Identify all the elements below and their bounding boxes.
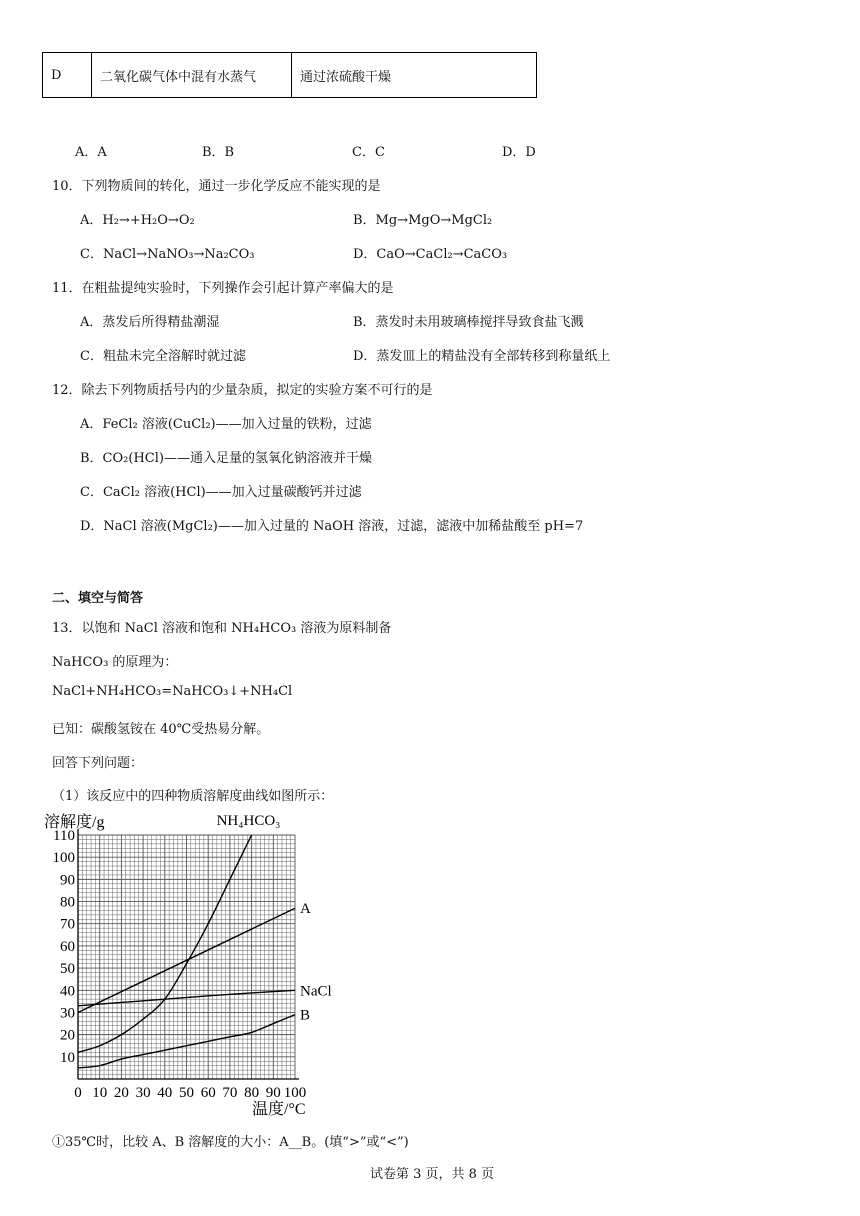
table-cell: D bbox=[43, 53, 92, 98]
y-tick-label: 80 bbox=[60, 894, 75, 911]
x-tick-label: 20 bbox=[113, 1085, 129, 1101]
q13-line: 13．以饱和 NaCl 溶液和饱和 NH₄HCO₃ 溶液为原料制备 bbox=[52, 621, 392, 636]
y-tick-label: 50 bbox=[60, 961, 75, 978]
y-tick-label: 30 bbox=[60, 1005, 75, 1022]
series-label: B bbox=[300, 1007, 311, 1024]
q12-option-d: D．NaCl 溶液(MgCl₂)——加入过量的 NaOH 溶液，过滤，滤液中加稀盐酸至 pH=7 bbox=[80, 519, 584, 534]
q10-option-b: B．Mg→MgO→MgCl₂ bbox=[353, 213, 493, 228]
x-tick-label: 30 bbox=[135, 1085, 151, 1101]
y-tick-label: 60 bbox=[60, 938, 75, 955]
y-axis-label: 溶解度/g bbox=[44, 814, 105, 831]
series-label: NH₄HCO₃ bbox=[216, 813, 281, 829]
y-tick-label: 40 bbox=[60, 983, 75, 1000]
q9-option-c: C．C bbox=[352, 145, 385, 160]
q11-stem: 11．在粗盐提纯实验时，下列操作会引起计算产率偏大的是 bbox=[52, 281, 394, 296]
x-tick-label: 50 bbox=[179, 1085, 194, 1101]
q13-line: 回答下列问题： bbox=[52, 756, 144, 771]
section-title: 二、填空与简答 bbox=[52, 591, 144, 606]
y-tick-label: 110 bbox=[53, 828, 75, 844]
series-label: A bbox=[300, 901, 311, 918]
table-row bbox=[43, 53, 537, 98]
y-tick-label: 10 bbox=[60, 1049, 75, 1066]
y-tick-label: 90 bbox=[60, 872, 75, 889]
q13-subquestion: ①35℃时，比较 A、B 溶解度的大小：A__B。(填“>”或“<”) bbox=[52, 1135, 409, 1150]
q10-option-a: A．H₂→+H₂O→O₂ bbox=[80, 213, 195, 228]
page-footer: 试卷第 3 页，共 8 页 bbox=[370, 1167, 495, 1182]
table-cell: 通过浓硫酸干燥 bbox=[292, 53, 537, 98]
solubility-chart bbox=[40, 808, 360, 1124]
x-tick-label: 10 bbox=[92, 1085, 108, 1101]
x-tick-label: 90 bbox=[265, 1085, 281, 1101]
q13-equation: NaCl+NH₄HCO₃=NaHCO₃↓+NH₄Cl bbox=[52, 684, 293, 699]
x-tick-label: 100 bbox=[283, 1085, 307, 1101]
y-tick-label: 70 bbox=[60, 916, 75, 933]
q12-option-b: B．CO₂(HCl)——通入足量的氢氧化钠溶液并干燥 bbox=[80, 451, 372, 466]
q9-option-d: D．D bbox=[502, 145, 536, 160]
x-tick-label: 70 bbox=[222, 1085, 238, 1101]
series-label: NaCl bbox=[300, 983, 332, 1000]
q10-option-c: C．NaCl→NaNO₃→Na₂CO₃ bbox=[80, 247, 255, 262]
q11-option-b: B．蒸发时未用玻璃棒搅拌导致食盐飞溅 bbox=[353, 315, 584, 330]
q13-line: （1）该反应中的四种物质溶解度曲线如图所示： bbox=[52, 789, 334, 804]
q12-option-a: A．FeCl₂ 溶液(CuCl₂)——加入过量的铁粉，过滤 bbox=[80, 417, 372, 432]
x-tick-label: 0 bbox=[74, 1085, 82, 1101]
q10-stem: 10．下列物质间的转化，通过一步化学反应不能实现的是 bbox=[52, 179, 381, 194]
y-tick-label: 100 bbox=[52, 850, 75, 867]
x-tick-label: 40 bbox=[157, 1085, 173, 1101]
table-cell: 二氧化碳气体中混有水蒸气 bbox=[92, 53, 292, 98]
q11-option-a: A．蒸发后所得精盐潮湿 bbox=[80, 315, 220, 330]
q13-line: NaHCO₃ 的原理为： bbox=[52, 655, 178, 670]
q11-option-d: D．蒸发皿上的精盐没有全部转移到称量纸上 bbox=[353, 349, 611, 364]
x-axis-label: 温度/°C bbox=[252, 1101, 306, 1118]
y-tick-label: 20 bbox=[60, 1027, 75, 1044]
q10-option-d: D．CaO→CaCl₂→CaCO₃ bbox=[353, 247, 508, 262]
q12-stem: 12．除去下列物质括号内的少量杂质，拟定的实验方案不可行的是 bbox=[52, 383, 433, 398]
x-tick-label: 80 bbox=[244, 1085, 260, 1101]
option-table bbox=[42, 52, 537, 98]
q9-option-a: A．A bbox=[75, 145, 107, 160]
q13-line: 已知：碳酸氢铵在 40℃受热易分解。 bbox=[52, 722, 270, 737]
x-tick-label: 60 bbox=[200, 1085, 216, 1101]
q11-option-c: C．粗盐未完全溶解时就过滤 bbox=[80, 349, 246, 364]
q12-option-c: C．CaCl₂ 溶液(HCl)——加入过量碳酸钙并过滤 bbox=[80, 485, 362, 500]
q9-option-b: B．B bbox=[202, 145, 235, 160]
